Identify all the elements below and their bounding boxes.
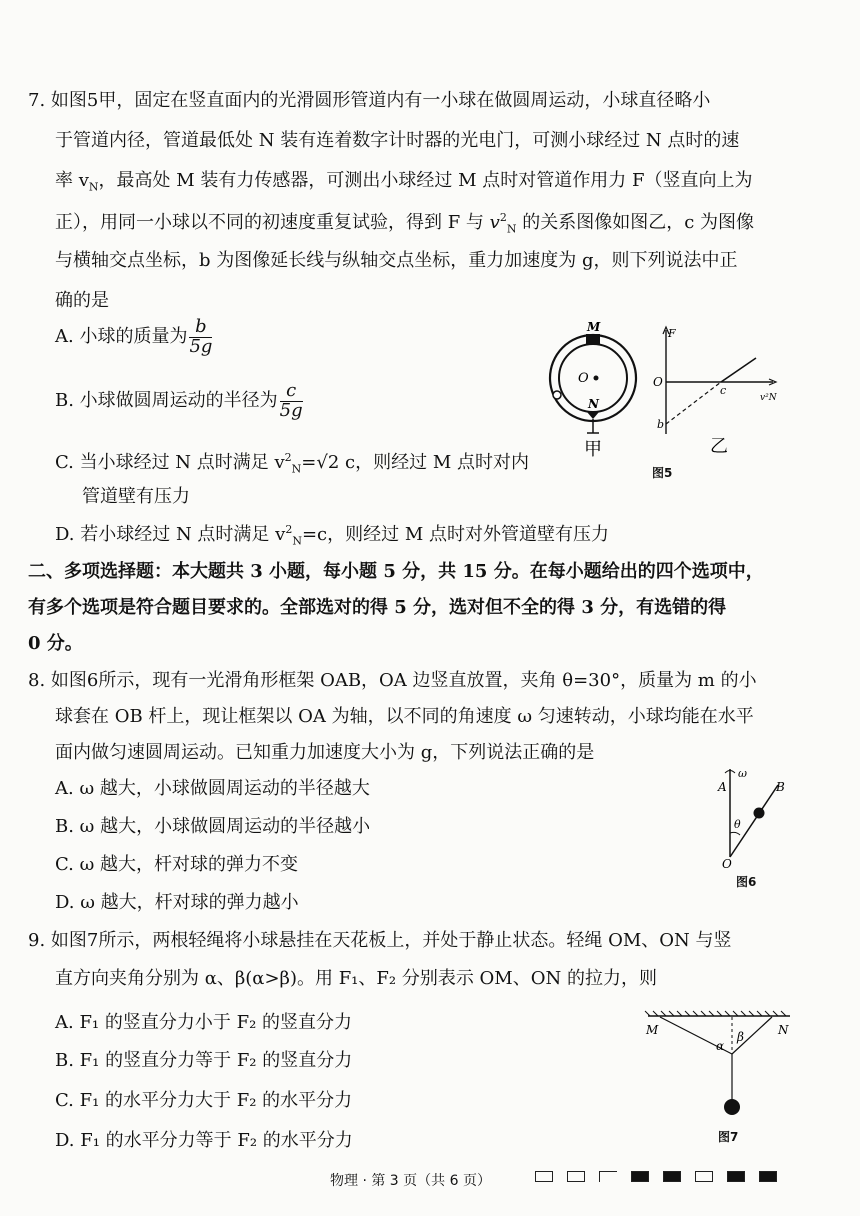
label-n: N bbox=[588, 397, 599, 411]
q7-option-a-fraction bbox=[189, 318, 212, 357]
extension-line bbox=[666, 382, 721, 424]
label-o2: O bbox=[653, 375, 663, 389]
q7-option-b bbox=[55, 382, 303, 421]
label-jia: 甲 bbox=[584, 439, 602, 460]
q7-option-b-text: B. 小球做圆周运动的半径为 bbox=[55, 390, 278, 412]
q8-line-2: 球套在 OB 杆上，现让框架以 OA 为轴，以不同的角速度 ω 匀速转动，小球均能在水平 bbox=[55, 706, 754, 727]
q7-line-5: 与横轴交点坐标，b 为图像延长线与纵轴交点坐标，重力加速度为 g，则下列说法中正 bbox=[55, 250, 738, 271]
label-o: O bbox=[722, 857, 732, 870]
q9-option-b: B. F₁ 的竖直分力等于 F₂ 的竖直分力 bbox=[55, 1050, 353, 1071]
q7-option-a-num: b bbox=[189, 318, 212, 338]
label-m: M bbox=[646, 1023, 659, 1037]
force-sensor bbox=[586, 334, 600, 344]
label-theta: θ bbox=[734, 818, 741, 831]
q7-option-a bbox=[55, 318, 212, 357]
q9-line-1: 9. 如图7所示，两根轻绳将小球悬挂在天花板上，并处于静止状态。轻绳 OM、ON 与竖 bbox=[28, 930, 732, 951]
ball bbox=[754, 808, 765, 819]
label-a: A bbox=[718, 780, 727, 794]
label-beta: β bbox=[737, 1030, 744, 1044]
q7-option-b-fraction bbox=[280, 382, 303, 421]
q7-line-4-a: 正），用同一小球以不同的初速度重复试验，得到 F 与 bbox=[55, 212, 484, 233]
q7-option-b-den: 5g bbox=[279, 399, 303, 421]
label-vn: v²N bbox=[760, 393, 777, 403]
figure-6 bbox=[700, 765, 800, 870]
q8-option-b: B. ω 越大，小球做圆周运动的半径越小 bbox=[55, 816, 371, 837]
label-alpha: α bbox=[716, 1039, 725, 1053]
page-footer: 物理 · 第 3 页（共 6 页） bbox=[330, 1173, 491, 1189]
label-b: b bbox=[657, 418, 665, 431]
section-2-line-3: 0 分。 bbox=[28, 633, 83, 654]
figure-7 bbox=[640, 1010, 800, 1122]
label-b: B bbox=[776, 780, 785, 794]
section-2-line-1: 二、多项选择题：本大题共 3 小题，每小题 5 分，共 15 分。在每小题给出的四个选项中， bbox=[28, 561, 764, 582]
label-c: c bbox=[720, 384, 727, 397]
q7-line-6: 确的是 bbox=[55, 290, 109, 311]
label-yi: 乙 bbox=[710, 436, 728, 457]
q7-option-c-line-1: C. 当小球经过 N 点时满足 $v^2_N=√2$ c，则经过 M 点时对内 bbox=[55, 451, 529, 476]
q9-option-c: C. F₁ 的水平分力大于 F₂ 的水平分力 bbox=[55, 1090, 353, 1111]
figure-6-caption: 图6 bbox=[736, 875, 757, 889]
label-n: N bbox=[778, 1023, 789, 1037]
label-m: M bbox=[587, 320, 601, 334]
q7-option-a-text: A. 小球的质量为 bbox=[55, 326, 188, 348]
q7-line-4-b: 的关系图像如图乙，c 为图像 bbox=[522, 212, 755, 233]
q7-option-b-num: c bbox=[280, 382, 303, 402]
q7-option-a-den: 5g bbox=[189, 335, 213, 357]
q7-line-3-text: 最高处 M 装有力传感器，可测出小球经过 M 点时对管道作用力 F（竖直向上为 bbox=[116, 170, 753, 191]
q7-option-c-text: C. 当小球经过 N 点时满足 v bbox=[55, 452, 285, 473]
q7-option-d-text: D. 若小球经过 N 点时满足 v bbox=[55, 524, 286, 545]
q7-line-1: 7. 如图5甲，固定在竖直面内的光滑圆形管道内有一小球在做圆周运动，小球直径略小 bbox=[28, 90, 711, 111]
footer-box bbox=[599, 1171, 617, 1182]
label-o: O bbox=[578, 371, 589, 386]
q7-line-3: 率 $v_N$，最高处 M 装有力传感器，可测出小球经过 M 点时对管道作用力 F（竖直向上为 bbox=[55, 170, 753, 194]
figure-5-caption: 图5 bbox=[652, 466, 673, 480]
q8-option-a: A. ω 越大，小球做圆周运动的半径越大 bbox=[55, 778, 370, 799]
q7-rate-prefix: 率 v bbox=[55, 170, 89, 191]
small-ball bbox=[553, 391, 561, 399]
q8-option-d: D. ω 越大，杆对球的弹力越小 bbox=[55, 892, 299, 913]
q7-line-2: 于管道内径，管道最低处 N 装有连着数字计时器的光电门，可测小球经过 N 点时的速 bbox=[55, 130, 740, 151]
q8-line-1: 8. 如图6所示，现有一光滑角形框架 OAB，OA 边竖直放置，夹角 θ=30°，质量为 m 的小 bbox=[28, 670, 757, 691]
footer-box bbox=[695, 1171, 713, 1182]
figure-7-caption: 图7 bbox=[718, 1130, 739, 1144]
footer-box bbox=[567, 1171, 585, 1182]
footer-boxes bbox=[535, 1171, 777, 1182]
footer-box bbox=[535, 1171, 553, 1182]
q9-option-a: A. F₁ 的竖直分力小于 F₂ 的竖直分力 bbox=[55, 1012, 353, 1033]
label-f: F bbox=[668, 327, 676, 340]
q7-option-c-tail: =√2 c，则经过 M 点时对内 bbox=[301, 452, 529, 473]
q8-line-3: 面内做匀速圆周运动。已知重力加速度大小为 g，下列说法正确的是 bbox=[55, 742, 595, 763]
footer-box-filled bbox=[727, 1171, 745, 1182]
q7-option-d: D. 若小球经过 N 点时满足 $v^2_N=c$，则经过 M 点时对外管道壁有压力 bbox=[55, 523, 609, 548]
footer-box-filled bbox=[631, 1171, 649, 1182]
figure-5-yi bbox=[648, 322, 788, 462]
section-2-line-2: 有多个选项是符合题目要求的。全部选对的得 5 分，选对但不全的得 3 分，有选错的得 bbox=[28, 597, 727, 618]
q7-line-4: 正），用同一小球以不同的初速度重复试验，得到 F 与 $v^2_N$ 的关系图像如图乙，c 为图像 bbox=[55, 211, 755, 236]
q9-option-d: D. F₁ 的水平分力等于 F₂ 的水平分力 bbox=[55, 1130, 353, 1151]
hanging-ball bbox=[724, 1099, 740, 1115]
q7-option-d-tail: =c，则经过 M 点时对外管道壁有压力 bbox=[301, 524, 609, 545]
center-dot bbox=[594, 376, 599, 381]
footer-box-filled bbox=[663, 1171, 681, 1182]
photogate bbox=[587, 412, 599, 419]
q9-line-2: 直方向夹角分别为 α、β(α>β)。用 F₁、F₂ 分别表示 OM、ON 的拉力，则 bbox=[55, 968, 657, 989]
q8-option-c: C. ω 越大，杆对球的弹力不变 bbox=[55, 854, 298, 875]
figure-5-jia bbox=[540, 315, 650, 465]
q7-option-c-line-2: 管道壁有压力 bbox=[82, 486, 190, 507]
footer-box-filled bbox=[759, 1171, 777, 1182]
graph-line bbox=[721, 358, 756, 382]
label-omega: ω bbox=[738, 767, 747, 780]
